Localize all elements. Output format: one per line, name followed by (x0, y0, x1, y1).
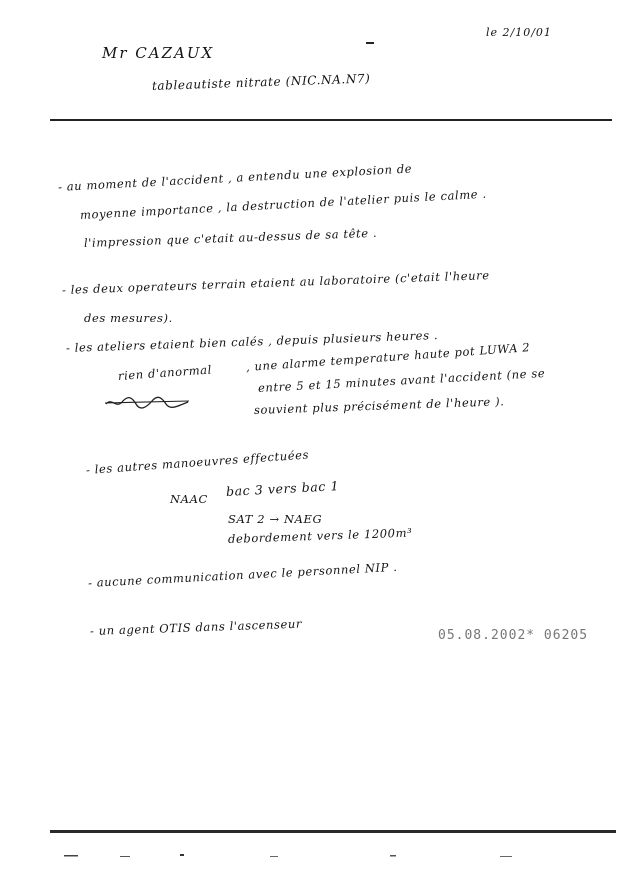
note-line: - au moment de l'accident , a entendu une explosion de (57, 161, 413, 194)
witness-name: Mr CAZAUX (102, 44, 215, 62)
note-line: - aucune communication avec le personnel NIP . (87, 559, 398, 590)
note-line: bac 3 vers bac 1 (225, 478, 340, 499)
note-line: souvient plus précisément de l'heure ). (253, 394, 505, 417)
note-line: moyenne importance , la destruction de l'atelier puis le calme . (79, 186, 487, 222)
note-line: - un agent OTIS dans l'ascenseur (89, 616, 303, 638)
note-line: - les ateliers etaient bien calés , depuis plusieurs heures . (65, 328, 439, 355)
note-line: NAAC (170, 492, 208, 506)
note-line: - les autres manoeuvres effectuées (85, 447, 310, 477)
note-line: debordement vers le 1200m³ (227, 525, 413, 546)
witness-role: tableautiste nitrate (NIC.NA.N7) (151, 71, 371, 93)
note-line: des mesures). (84, 311, 173, 325)
header-divider (50, 119, 612, 121)
pen-mark (366, 42, 374, 44)
note-line: entre 5 et 15 minutes avant l'accident (ne se (257, 365, 546, 395)
note-line: , une alarme temperature haute pot LUWA 2 (245, 340, 531, 374)
note-line: - les deux operateurs terrain etaient au laboratoire (c'etait l'heure (61, 268, 490, 297)
crossed-out-word (104, 393, 190, 411)
note-line: l'impression que c'etait au-dessus de sa tête . (83, 225, 378, 250)
footer-divider (50, 830, 616, 833)
date-stamp: 05.08.2002* 06205 (438, 628, 589, 643)
scan-noise (60, 852, 580, 860)
document-date: le 2/10/01 (486, 26, 552, 39)
note-line: SAT 2 → NAEG (228, 512, 323, 526)
note-line: rien d'anormal (117, 362, 213, 383)
